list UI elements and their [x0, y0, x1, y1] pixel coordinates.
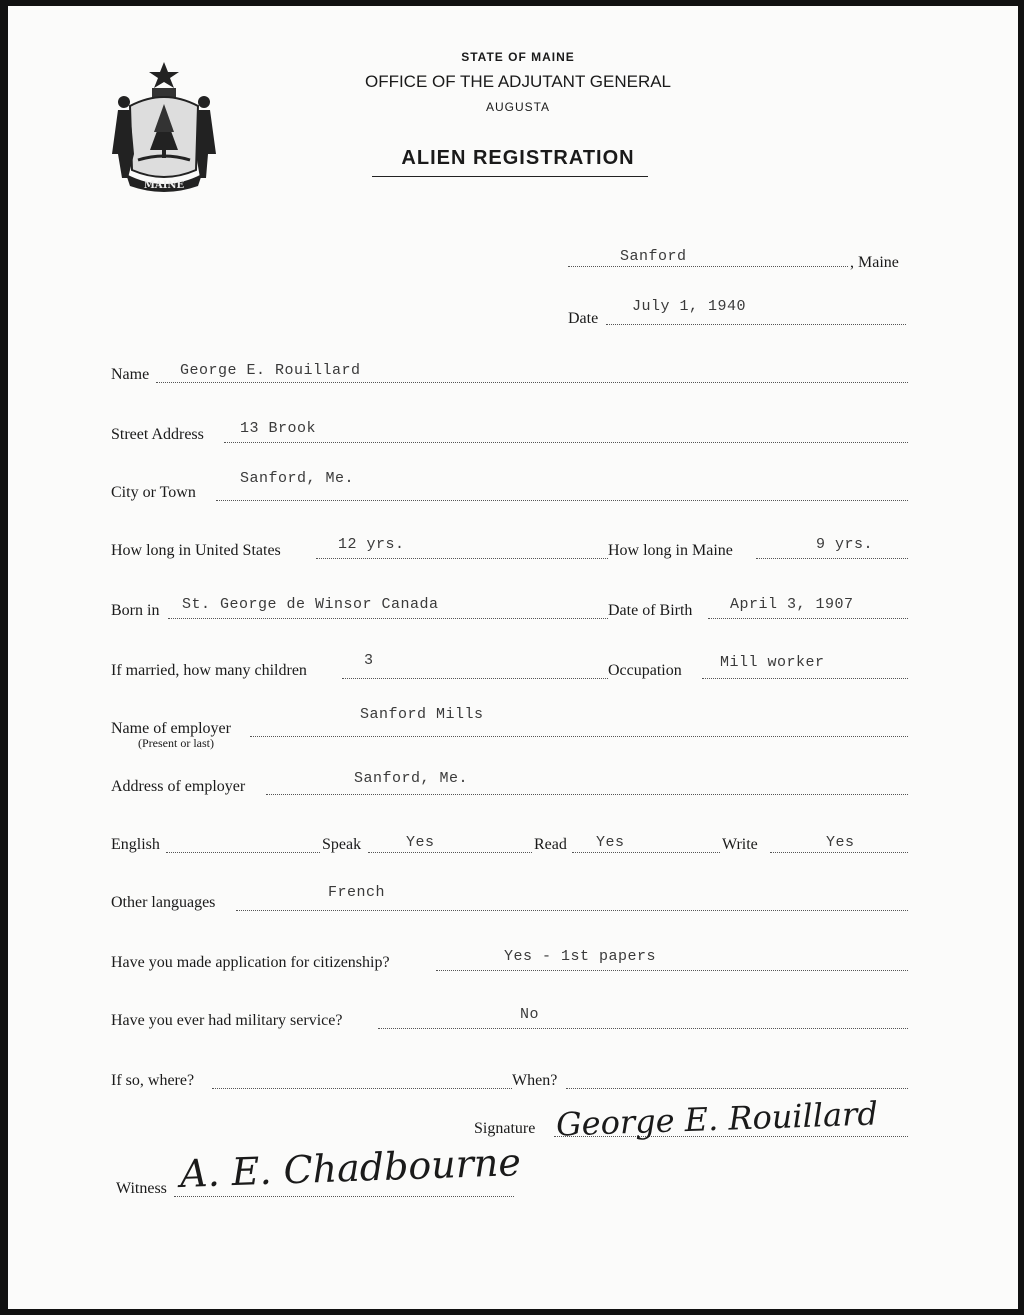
- when-line: [566, 1088, 908, 1089]
- witness-line: [174, 1196, 514, 1197]
- maine-time-label: How long in Maine: [608, 542, 733, 559]
- other-languages-label: Other languages: [111, 894, 216, 911]
- where-line: [212, 1088, 512, 1089]
- citizenship-label: Have you made application for citizenship?: [111, 954, 390, 971]
- read-value: Yes: [596, 834, 625, 851]
- name-line: [156, 382, 908, 383]
- employer-value: Sanford Mills: [360, 706, 484, 723]
- where-label: If so, where?: [111, 1072, 195, 1089]
- employer-sublabel: (Present or last): [138, 736, 214, 750]
- english-label: English: [111, 836, 160, 853]
- signature-label: Signature: [474, 1120, 536, 1137]
- write-value: Yes: [826, 834, 855, 851]
- title-underline: [372, 176, 648, 177]
- children-label: If married, how many children: [111, 662, 307, 679]
- occupation-value: Mill worker: [720, 654, 825, 671]
- witness-label: Witness: [116, 1180, 167, 1197]
- military-line: [378, 1028, 908, 1029]
- street-line: [224, 442, 908, 443]
- children-line: [342, 678, 608, 679]
- employer-address-value: Sanford, Me.: [354, 770, 469, 787]
- english-line: [166, 852, 320, 853]
- place-value: Sanford: [620, 248, 687, 265]
- header-state: STATE OF MAINE: [461, 50, 575, 64]
- name-value: George E. Rouillard: [180, 362, 361, 379]
- other-languages-line: [236, 910, 908, 911]
- city-town-line: [216, 500, 908, 501]
- military-label: Have you ever had military service?: [111, 1012, 343, 1029]
- maine-seal-icon: [108, 58, 220, 192]
- read-label: Read: [534, 836, 567, 853]
- employer-label: Name of employer: [111, 720, 231, 737]
- employer-line: [250, 736, 908, 737]
- employer-address-label: Address of employer: [111, 778, 246, 795]
- us-time-label: How long in United States: [111, 542, 281, 559]
- maine-time-line: [756, 558, 908, 559]
- name-label: Name: [111, 366, 150, 383]
- occupation-label: Occupation: [608, 662, 682, 679]
- date-line: [606, 324, 906, 325]
- write-label: Write: [722, 836, 758, 853]
- date-value: July 1, 1940: [632, 298, 747, 315]
- city-town-value: Sanford, Me.: [240, 470, 355, 487]
- employer-address-line: [266, 794, 908, 795]
- header-city: AUGUSTA: [485, 100, 551, 114]
- dob-label: Date of Birth: [608, 602, 693, 619]
- speak-value: Yes: [406, 834, 435, 851]
- witness-handwriting: A. E. Chadbourne: [179, 1140, 522, 1196]
- dob-line: [708, 618, 908, 619]
- when-label: When?: [512, 1072, 558, 1089]
- us-time-value: 12 yrs.: [338, 536, 405, 553]
- city-town-label: City or Town: [111, 484, 196, 501]
- signature-handwriting: George E. Rouillard: [555, 1094, 879, 1144]
- born-value: St. George de Winsor Canada: [182, 596, 439, 613]
- military-value: No: [520, 1006, 540, 1023]
- read-line: [572, 852, 720, 853]
- children-value: 3: [364, 652, 374, 669]
- occupation-line: [702, 678, 908, 679]
- born-label: Born in: [111, 602, 160, 619]
- speak-line: [368, 852, 532, 853]
- date-label: Date: [568, 310, 599, 327]
- us-time-line: [316, 558, 608, 559]
- dob-value: April 3, 1907: [730, 596, 854, 613]
- speak-label: Speak: [322, 836, 362, 853]
- write-line: [770, 852, 908, 853]
- street-value: 13 Brook: [240, 420, 317, 437]
- other-languages-value: French: [328, 884, 386, 901]
- citizenship-value: Yes - 1st papers: [504, 948, 657, 965]
- seal-banner-text: MAINE: [143, 180, 185, 191]
- born-line: [168, 618, 608, 619]
- citizenship-line: [436, 970, 908, 971]
- maine-time-value: 9 yrs.: [816, 536, 874, 553]
- registration-form: [8, 6, 1018, 1309]
- place-suffix: , Maine: [850, 254, 899, 271]
- form-title: ALIEN REGISTRATION: [401, 147, 635, 169]
- street-label: Street Address: [111, 426, 204, 443]
- header-office: OFFICE OF THE ADJUTANT GENERAL: [364, 72, 672, 91]
- place-line: [568, 266, 848, 267]
